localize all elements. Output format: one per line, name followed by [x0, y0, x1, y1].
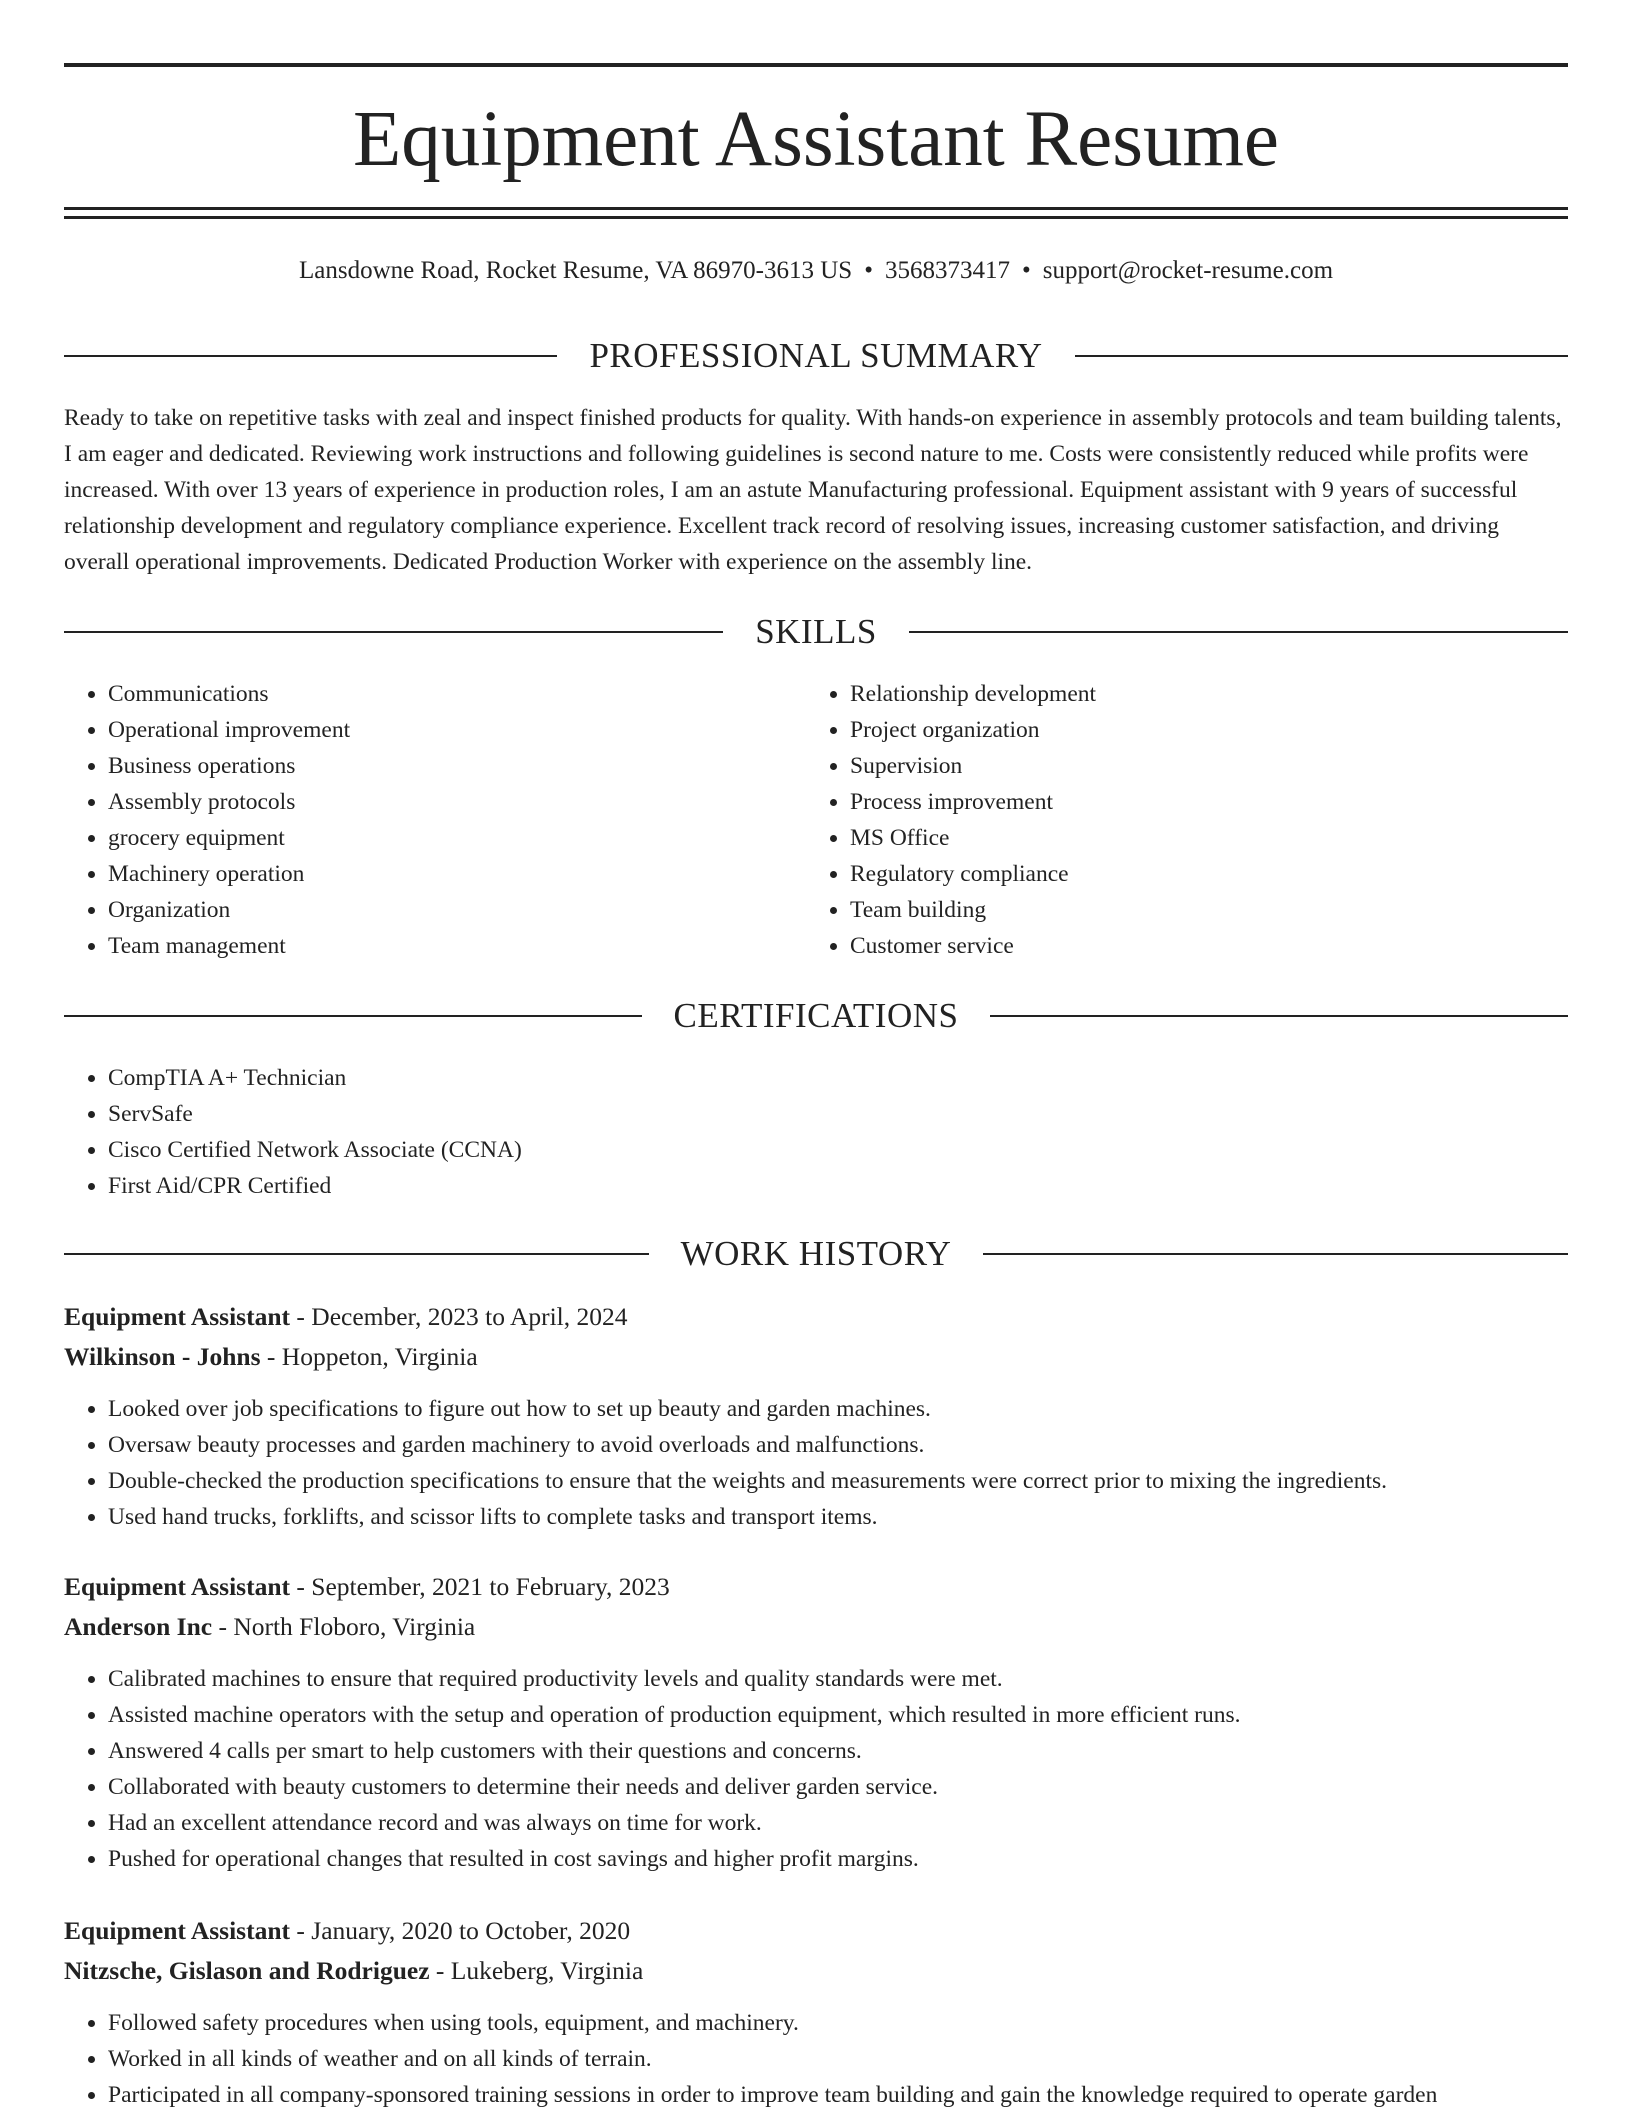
job-bullets: [64, 1391, 1568, 1535]
skill-item: • Communications: [108, 676, 744, 712]
skill-item: • Business operations: [108, 748, 744, 784]
section-title: PROFESSIONAL SUMMARY: [589, 336, 1043, 375]
section-header-summary: [64, 336, 1568, 376]
skill-item: • Supervision: [850, 748, 1486, 784]
job-company-line: [64, 1609, 1568, 1645]
job-bullet-list: [64, 1391, 1568, 1535]
skill-item: • Relationship development: [850, 676, 1486, 712]
skills-list-left: [64, 676, 744, 964]
skills-list-right: [806, 676, 1486, 964]
section-title: WORK HISTORY: [680, 1234, 952, 1273]
job-bullet-item: • Participated in all company-sponsored training sessions in order to improve team building and gain the knowledge required to operate garden: [108, 2077, 1568, 2113]
top-rule: [64, 63, 1568, 67]
job-location: - North Floboro, Virginia: [212, 1612, 476, 1641]
job-title-line: [64, 1299, 1568, 1335]
section-rule: [1075, 355, 1568, 357]
job-bullet-item: • Oversaw beauty processes and garden machinery to avoid overloads and malfunctions.: [108, 1427, 1568, 1463]
job-bullet-list: [64, 2005, 1568, 2113]
skills-column-left: [64, 676, 744, 964]
resume-title: Equipment Assistant Resume: [352, 96, 1279, 183]
job-bullet-item: • Answered 4 calls per smart to help customers with their questions and concerns.: [108, 1733, 1568, 1769]
job-bullet-item: • Assisted machine operators with the setup and operation of production equipment, which resulted in more efficient runs.: [108, 1697, 1568, 1733]
job-bullet-item: • Followed safety procedures when using tools, equipment, and machinery.: [108, 2005, 1568, 2041]
job-title-line: [64, 1913, 1568, 1949]
section-rule: [909, 631, 1568, 633]
job-bullets: [64, 1661, 1568, 1877]
skill-item: • Operational improvement: [108, 712, 744, 748]
title-rule-upper: [64, 207, 1568, 210]
job-bullets: [64, 2005, 1568, 2113]
section-rule: [64, 631, 723, 633]
job-company: Wilkinson - Johns: [64, 1342, 261, 1371]
job-dates: - September, 2021 to February, 2023: [290, 1572, 670, 1601]
job-bullet-item: • Collaborated with beauty customers to determine their needs and deliver garden service.: [108, 1769, 1568, 1805]
skill-item: • grocery equipment: [108, 820, 744, 856]
job-title: Equipment Assistant: [64, 1916, 291, 1945]
contact-email: support@rocket-resume.com: [1042, 257, 1334, 284]
job-company: Nitzsche, Gislason and Rodriguez: [64, 1956, 430, 1985]
certifications-list: [64, 1060, 1564, 1204]
skill-item: • Team management: [108, 928, 744, 964]
skill-item: • Organization: [108, 892, 744, 928]
skill-item: • MS Office: [850, 820, 1486, 856]
job-bullet-item: • Used hand trucks, forklifts, and scissor lifts to complete tasks and transport items.: [108, 1499, 1568, 1535]
job-bullet-item: • Worked in all kinds of weather and on all kinds of terrain.: [108, 2041, 1568, 2077]
skills-column-right: [806, 676, 1486, 964]
skill-item: • Assembly protocols: [108, 784, 744, 820]
summary-text: Ready to take on repetitive tasks with zeal and inspect finished products for quality. With hands-on experience in assembly protocols and team building talents, I am eager and dedicated. Reviewing work instructions and following guidelines is second nature to me. Costs were consistently reduced while profits were increased. With over 13 years of experience in production roles, I am an astute Manufacturing professional. Equipment assistant with 9 years of successful relationship development and regulatory compliance experience. Excellent track record of resolving issues, increasing customer satisfaction, and driving overall operational improvements. Dedicated Production Worker with experience on the assembly line.: [64, 405, 1562, 575]
job-dates: - January, 2020 to October, 2020: [290, 1916, 631, 1945]
job-company-line: [64, 1339, 1568, 1375]
job-company: Anderson Inc: [64, 1612, 213, 1641]
section-rule: [990, 1015, 1568, 1017]
job-dates: - December, 2023 to April, 2024: [290, 1302, 628, 1331]
job-location: - Hoppeton, Virginia: [260, 1342, 478, 1371]
certification-item: • ServSafe: [108, 1096, 1564, 1132]
section-title: SKILLS: [755, 612, 877, 651]
contact-line: [64, 254, 1568, 288]
title-rule-lower: [64, 216, 1568, 219]
job-bullet-item: • Looked over job specifications to figure out how to set up beauty and garden machines.: [108, 1391, 1568, 1427]
section-header-skills: [64, 612, 1568, 652]
contact-address: Lansdowne Road, Rocket Resume, VA 86970-3613 US: [298, 257, 853, 284]
job-location: - Lukeberg, Virginia: [429, 1956, 644, 1985]
contact-phone: 3568373417: [884, 257, 1010, 284]
job-bullet-item: • Pushed for operational changes that resulted in cost savings and higher profit margins.: [108, 1841, 1568, 1877]
skill-item: • Team building: [850, 892, 1486, 928]
skill-item: • Customer service: [850, 928, 1486, 964]
job-title: Equipment Assistant: [64, 1572, 291, 1601]
job-title: Equipment Assistant: [64, 1302, 291, 1331]
job-company-line: [64, 1953, 1568, 1989]
certifications-block: [64, 1060, 1564, 1204]
skill-item: • Regulatory compliance: [850, 856, 1486, 892]
section-header-certifications: [64, 996, 1568, 1036]
contact-separator: •: [1021, 257, 1031, 284]
job-bullet-item: • Calibrated machines to ensure that required productivity levels and quality standards were met.: [108, 1661, 1568, 1697]
section-rule: [983, 1253, 1568, 1255]
section-header-work-history: [64, 1234, 1568, 1274]
skill-item: • Project organization: [850, 712, 1486, 748]
section-rule: [64, 1015, 642, 1017]
skill-item: • Process improvement: [850, 784, 1486, 820]
section-rule: [64, 1253, 649, 1255]
certification-item: • Cisco Certified Network Associate (CCNA): [108, 1132, 1564, 1168]
skill-item: • Machinery operation: [108, 856, 744, 892]
certification-item: • First Aid/CPR Certified: [108, 1168, 1564, 1204]
contact-separator: •: [864, 257, 873, 284]
section-rule: [64, 355, 557, 357]
certification-item: • CompTIA A+ Technician: [108, 1060, 1564, 1096]
job-bullet-item: • Had an excellent attendance record and was always on time for work.: [108, 1805, 1568, 1841]
section-title: CERTIFICATIONS: [673, 996, 959, 1035]
job-bullet-list: [64, 1661, 1568, 1877]
job-title-line: [64, 1569, 1568, 1605]
job-bullet-item: • Double-checked the production specifications to ensure that the weights and measurements were correct prior to mixing the ingredients.: [108, 1463, 1568, 1499]
